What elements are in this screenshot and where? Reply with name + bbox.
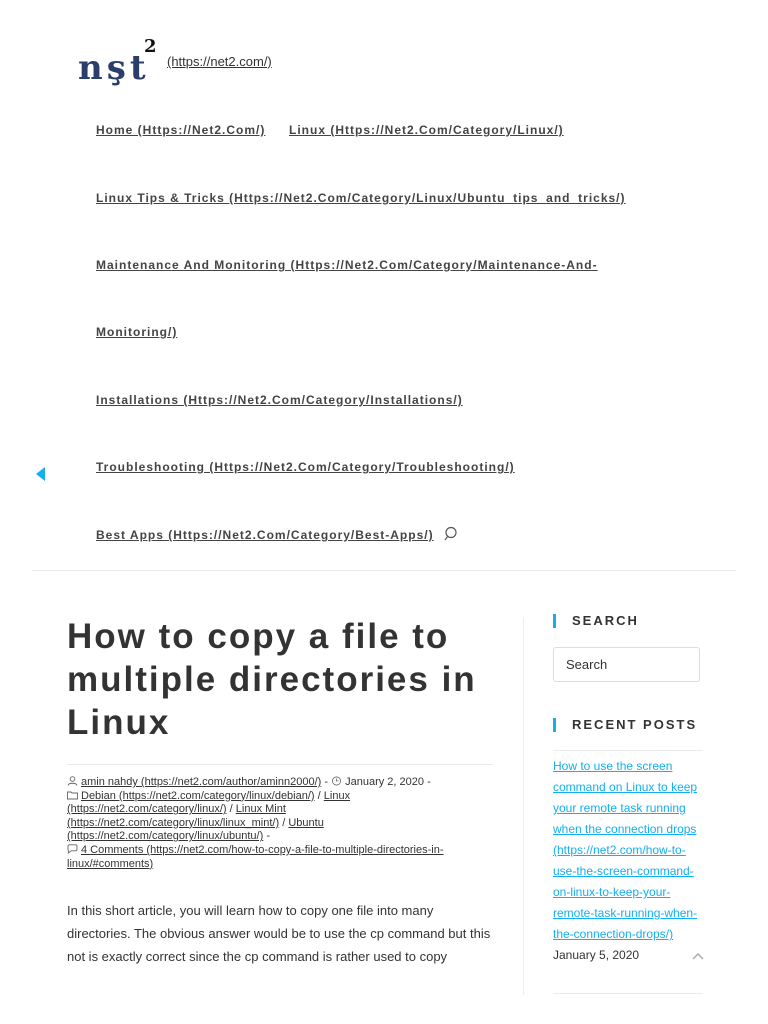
category-link-debian[interactable]: Debian (https://net2.com/category/linux/debian/) — [81, 789, 315, 802]
comment-icon — [67, 844, 78, 854]
recent-posts-divider — [553, 993, 703, 994]
header-divider — [32, 570, 736, 571]
clock-icon — [331, 776, 342, 786]
nav-item-home[interactable]: Home (Https://Net2.Com/) — [96, 123, 266, 137]
recent-post-date: January 5, 2020 — [553, 948, 640, 962]
site-logo[interactable] — [68, 36, 161, 90]
search-input[interactable] — [553, 647, 700, 682]
search-widget-title: SEARCH — [553, 614, 639, 628]
recent-post-link[interactable]: How to use the screen command on Linux to keep your remote task running when the connection drops (https://net2.com/how-to-use-the-screen-command-on-linux-to-keep-your-remote-task-running-when-the-connection-drops/) — [553, 759, 698, 941]
nav-item-best-apps[interactable]: Best Apps (Https://Net2.Com/Category/Best-Apps/) — [96, 528, 434, 542]
nav-item-linux[interactable]: Linux (Https://Net2.Com/Category/Linux/) — [289, 123, 564, 137]
category-separator: / — [317, 789, 324, 802]
post-date: January 2, 2020 — [345, 776, 424, 788]
logo-mark[interactable] — [68, 36, 161, 88]
meta-separator: - — [427, 776, 431, 788]
folder-icon — [67, 790, 78, 800]
search-icon[interactable] — [444, 526, 460, 542]
scroll-top-icon[interactable] — [692, 952, 704, 960]
author-link[interactable]: amin nahdy (https://net2.com/author/aminn2000/) — [81, 776, 322, 788]
category-link-linux[interactable]: Linux (https://net2.com/category/linux/) — [67, 789, 351, 816]
sidebar-toggle-arrow-icon[interactable] — [36, 467, 45, 481]
category-link-ubuntu[interactable]: Ubuntu (https://net2.com/category/linux/ubuntu/) — [67, 816, 324, 843]
nav-item-maintenance[interactable]: Maintenance And Monitoring (Https://Net2.Com/Category/Maintenance-And- — [96, 258, 598, 272]
category-separator: / — [282, 816, 289, 829]
logo-superscript: 2 — [144, 36, 161, 57]
category-separator: / — [229, 803, 236, 816]
page-title: How to copy a file to multiple directories in Linux — [67, 617, 477, 742]
sidebar-divider — [523, 617, 524, 995]
meta-separator: - — [266, 830, 271, 843]
meta-separator: - — [324, 776, 332, 788]
comments-link[interactable]: 4 Comments (https://net2.com/how-to-copy-a-file-to-multiple-directories-in-linux/#comments) — [67, 843, 444, 870]
post-meta — [67, 776, 487, 871]
article-body: In this short article, you will learn how to copy one file into many directories. The obvious answer would be to use the cp command but this not is exactly correct since the cp command is rather used to copy — [67, 903, 491, 964]
logo-text: nşt — [78, 48, 150, 88]
nav-item-maintenance-cont[interactable]: Monitoring/) — [96, 325, 178, 339]
nav-item-installations[interactable]: Installations (Https://Net2.Com/Category/Installations/) — [96, 393, 463, 407]
recent-posts-divider — [553, 750, 703, 751]
category-link-linux-mint[interactable]: Linux Mint (https://net2.com/category/linux/linux_mint/) — [67, 803, 286, 829]
logo-home-link[interactable]: (https://net2.com/) — [167, 54, 272, 69]
recent-posts-title: RECENT POSTS — [553, 718, 697, 732]
user-icon — [67, 776, 78, 786]
nav-item-troubleshooting[interactable]: Troubleshooting (Https://Net2.Com/Category/Troubleshooting/) — [96, 460, 515, 474]
title-divider — [67, 764, 493, 765]
list-item — [553, 756, 703, 966]
nav-item-linux-tips[interactable]: Linux Tips & Tricks (Https://Net2.Com/Category/Linux/Ubuntu_tips_and_tricks/) — [96, 191, 626, 205]
